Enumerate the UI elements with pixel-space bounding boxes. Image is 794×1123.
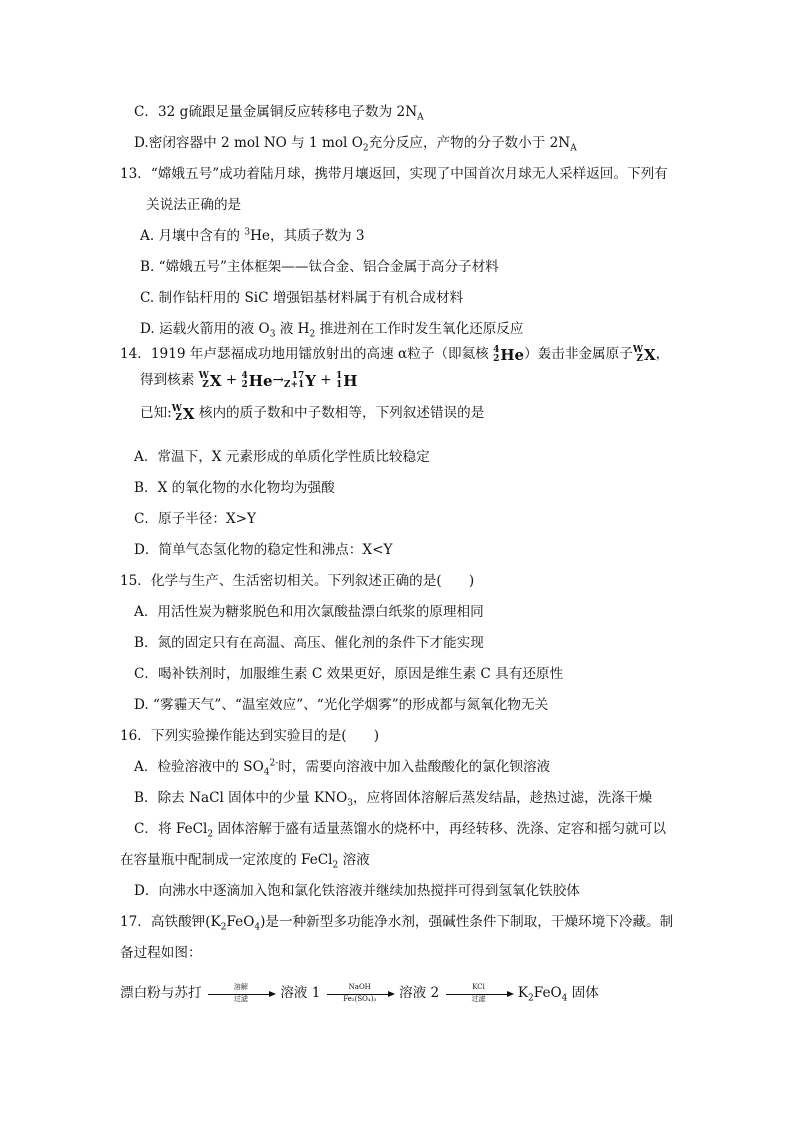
q15-option-c: C．喝补铁剂时，加服维生素 C 效果更好，原因是维生素 C 具有还原性 — [134, 666, 564, 682]
reaction-nuclide-y: 17 Z+1 Y — [283, 370, 316, 390]
q17-stem-line2: 备过程如图： — [120, 945, 202, 961]
q16-option-d: D．向沸水中逐滴加入饱和氯化铁溶液并继续加热搅拌可得到氢氧化铁胶体 — [134, 883, 580, 899]
reaction-nuclide-x: W Z X — [198, 370, 222, 390]
nuclide-he: 4 2 He — [493, 344, 525, 364]
q14-stem-line3: 已知: W Z X 核内的质子数和中子数相等，下列叙述错误的是 — [140, 403, 485, 423]
nuclide-x-ref: W Z X — [171, 403, 195, 423]
q13-option-a: A. 月壤中含有的 $^3$He，其质子数为 3 — [140, 227, 365, 244]
q14-option-d: D．简单气态氢化物的稳定性和沸点：X<Y — [134, 542, 393, 558]
q13-option-c: C. 制作钻杆用的 SiC 增强铝基材料属于有机合成材料 — [140, 290, 464, 306]
q13-stem-line2: 关说法正确的是 — [146, 197, 242, 213]
q14-option-c: C．原子半径：X>Y — [134, 511, 257, 527]
q15-option-b: B．氮的固定只有在高温、高压、催化剂的条件下才能实现 — [134, 635, 484, 651]
flow-arrow-2: NaOH Fe₂(SO₄)₃ — [325, 985, 395, 1003]
q14-option-b: B．X 的氧化物的水化物均为强酸 — [134, 480, 335, 496]
q16-stem: 16．下列实验操作能达到实验目的是( ) — [120, 728, 379, 744]
flow-solution-2: 溶液 2 — [399, 985, 440, 1001]
nuclide-x: W Z X — [632, 344, 656, 364]
q16-option-b: B．除去 NaCl 固体中的少量 $KNO_3$，应将固体溶解后蒸发结晶，趁热过滤，洗涤干燥 — [134, 790, 653, 809]
q17-flow-diagram — [120, 984, 599, 1003]
q17-stem-line1: 17．高铁酸钾$(K_2FeO_4)$是一种新型多功能净水剂，强碱性条件下制取，干燥环境下冷藏。制 — [120, 914, 674, 933]
reaction-nuclide-h: 1 1 H — [336, 370, 358, 390]
flow-arrow-3: KCl 过滤 — [444, 985, 514, 1003]
q14-stem-line1: 14．1919 年卢瑟福成功地用镭放射出的高速 α粒子（即氦核 4 2 He ）轰击非金属原子 W Z X ， — [120, 344, 670, 364]
q13-option-d: D. 运载火箭用的液 $O_3$ 液 $H_2$ 推进剂在工作时发生氧化还原反应 — [140, 321, 524, 340]
q16-option-a: A．检验溶液中的 $SO_4^{2-}$时，需要向溶液中加入盐酸酸化的氯化钡溶液 — [134, 758, 551, 778]
q12-option-d: D.密闭容器中 2 mol NO 与 1 mol $O_2$充分反应，产物的分子数小于 $2N_A$ — [134, 135, 577, 154]
q16-option-c-cont: 在容量瓶中配制成一定浓度的 FeCl$_2$ 溶液 — [120, 852, 370, 871]
q15-stem: 15．化学与生产、生活密切相关。下列叙述正确的是( ) — [120, 573, 475, 589]
flow-solution-1: 溶液 1 — [280, 985, 321, 1001]
flow-product: $K_2FeO_4$ 固体 — [517, 985, 599, 1004]
q13-stem-line1: 13．“嫦娥五号”成功着陆月球，携带月壤返回，实现了中国首次月球无人采样返回。下列有 — [120, 166, 668, 182]
q15-option-a: A．用活性炭为糖浆脱色和用次氯酸盐漂白纸浆的原理相同 — [134, 604, 484, 620]
q14-option-a: A．常温下，X 元素形成的单质化学性质比较稳定 — [134, 449, 430, 465]
flow-start: 漂白粉与苏打 — [120, 985, 202, 1001]
q13-option-b: B. “嫦娥五号”主体框架——钛合金、铝合金属于高分子材料 — [140, 259, 499, 275]
flow-arrow-1: 溶解 过滤 — [206, 985, 276, 1003]
reaction-nuclide-he: 4 2 He — [241, 370, 273, 390]
q16-option-c: C．将 FeCl$_2$ 固体溶解于盛有适量蒸馏水的烧杯中，再经转移、洗涤、定容和摇匀就可以 — [134, 821, 667, 840]
q14-stem-line2: 得到核素 W Z X + 4 2 He → 17 Z+1 Y + 1 1 H — [140, 370, 358, 390]
q15-option-d: D. “雾霾天气”、“温室效应”、“光化学烟雾”的形成都与氮氧化物无关 — [134, 697, 549, 713]
q12-option-c: C．32 g硫跟足量金属铜反应转移电子数为 $2N_A$ — [134, 104, 424, 123]
